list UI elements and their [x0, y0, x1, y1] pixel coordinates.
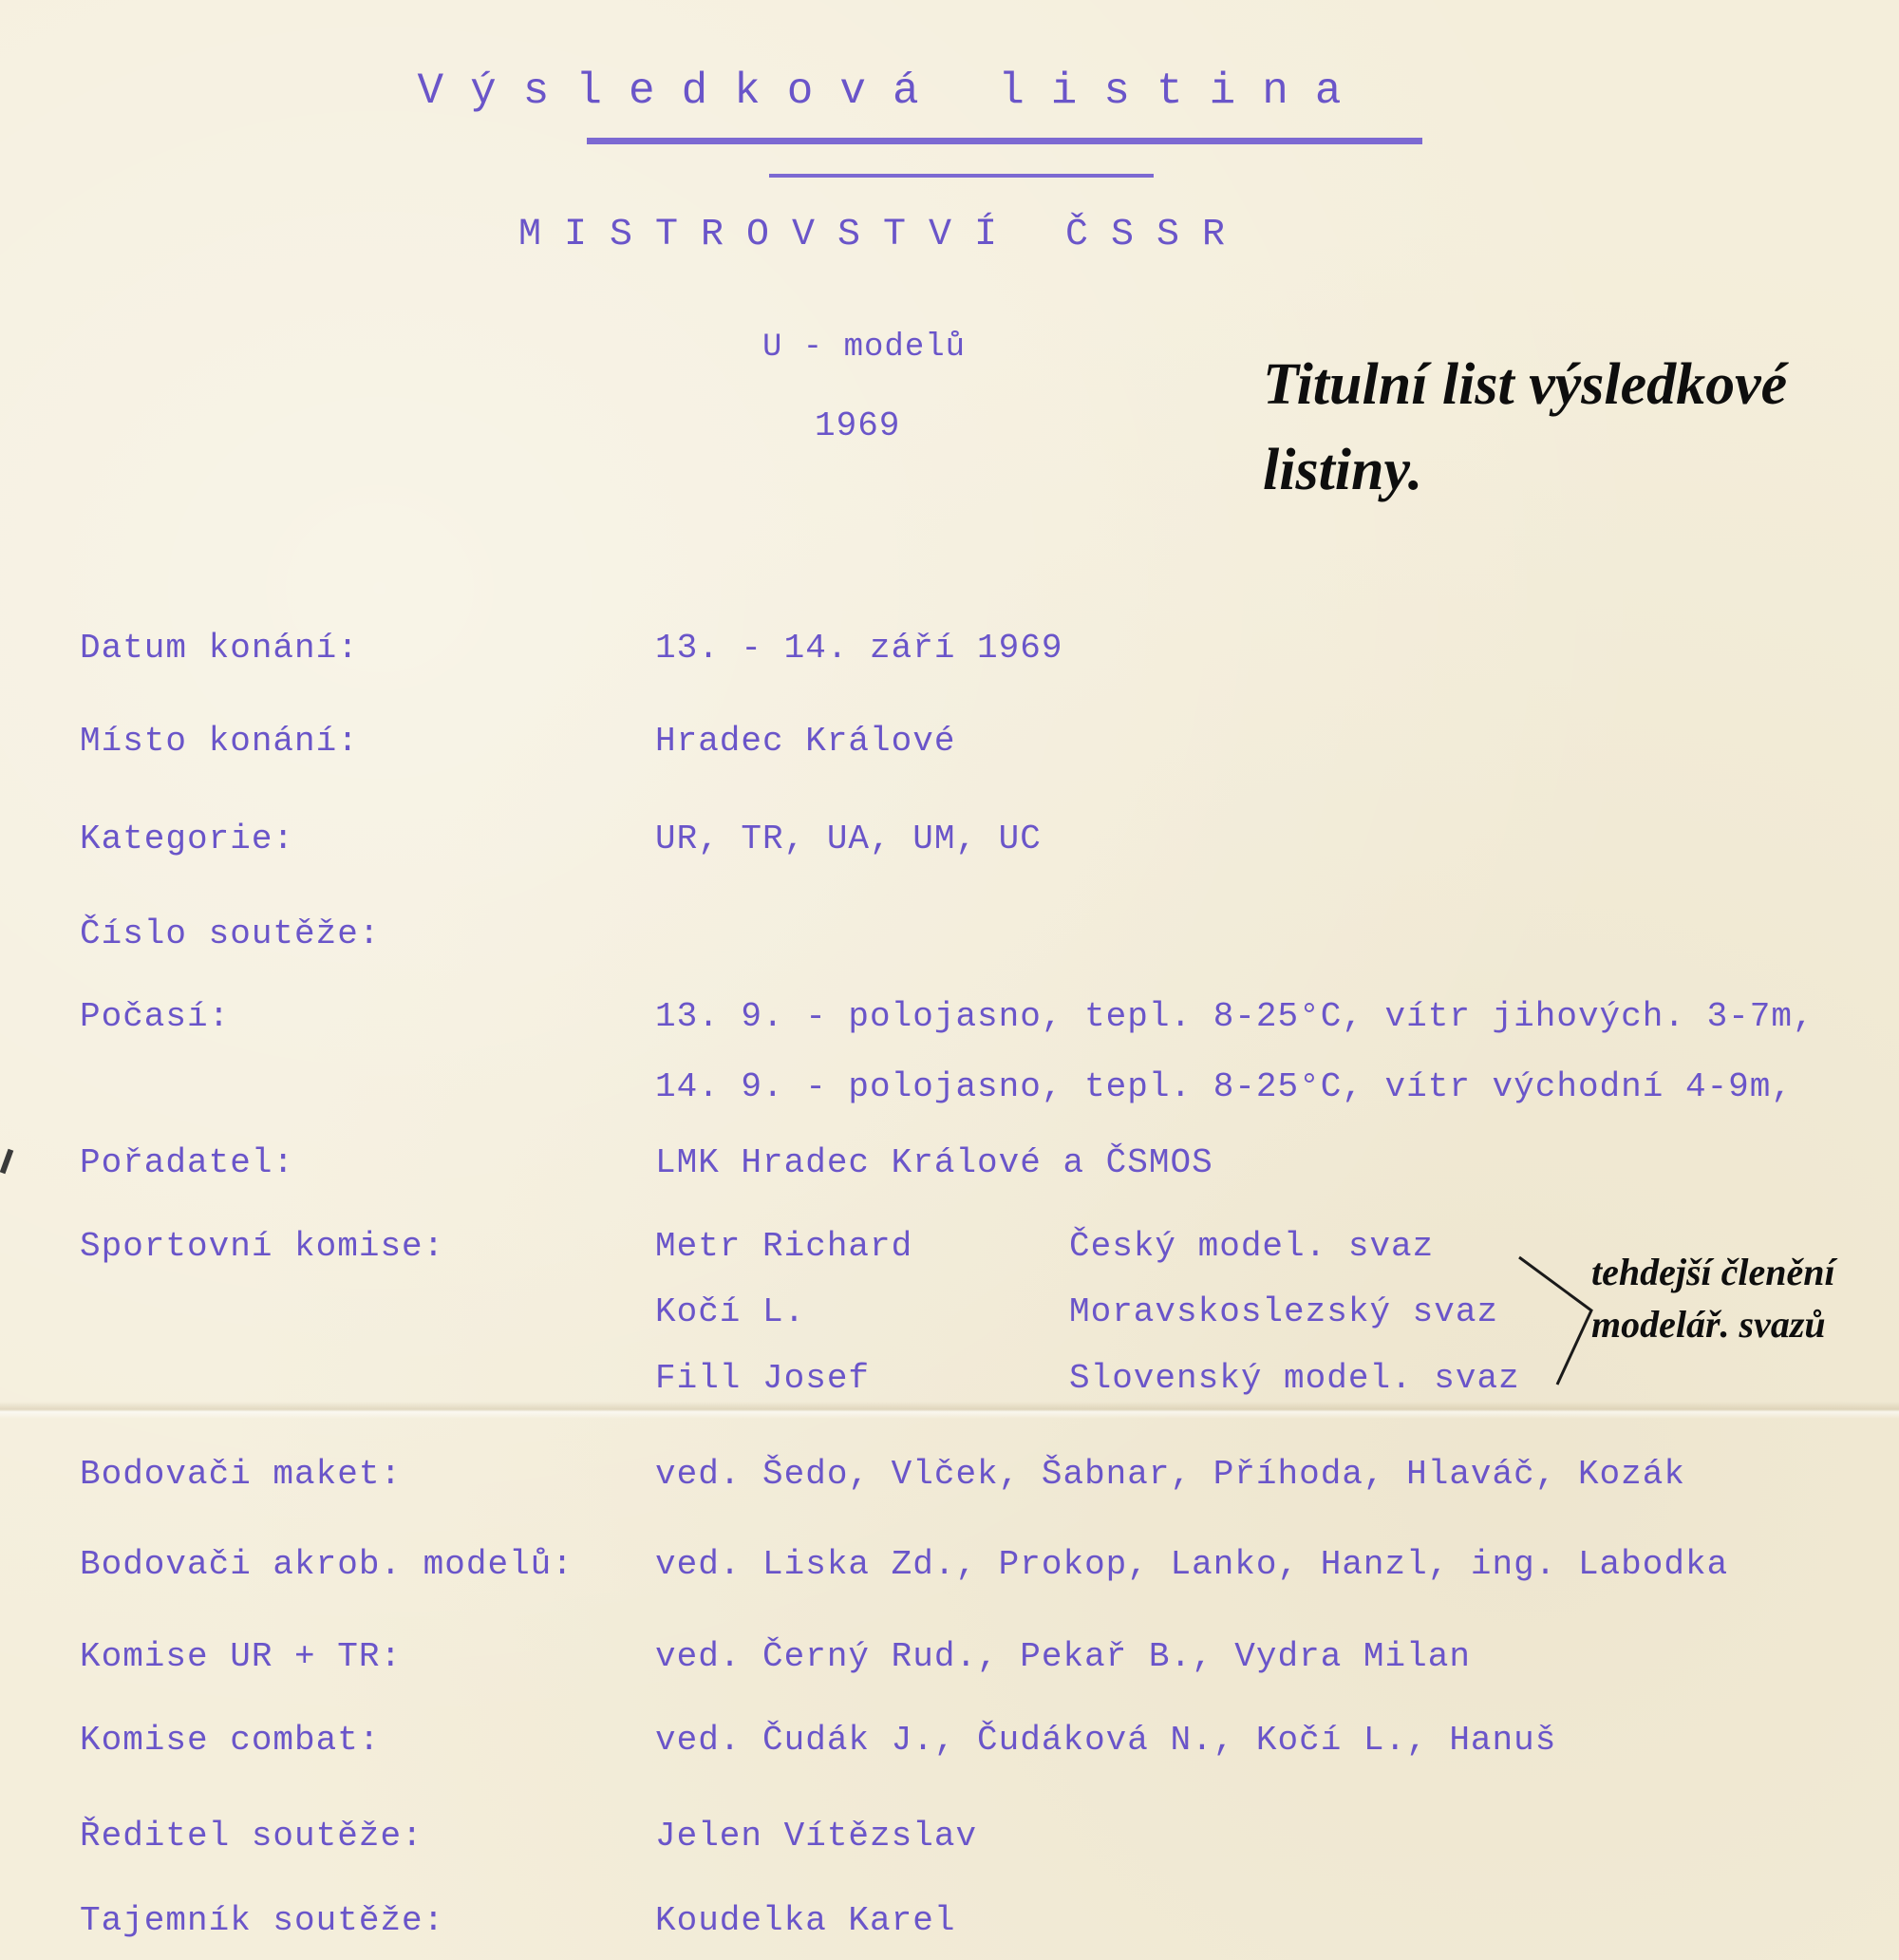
- document-subtitle: MISTROVSTVÍ ČSSR: [517, 214, 1249, 256]
- committee-union: Moravskoslezský svaz: [1069, 1292, 1499, 1331]
- photo-caption: Titulní list výsledkové listiny.: [1263, 352, 1788, 502]
- label-director: Ředitel soutěže:: [80, 1817, 423, 1856]
- annotation-line2: modelář. svazů: [1591, 1303, 1826, 1346]
- committee-union: Český model. svaz: [1069, 1227, 1435, 1266]
- value-aerobatic-judges: ved. Liska Zd., Prokop, Lanko, Hanzl, ing. Labodka: [655, 1545, 1729, 1584]
- value-organizer: LMK Hradec Králové a ČSMOS: [655, 1143, 1213, 1182]
- margin-mark: [0, 1149, 13, 1174]
- label-scale-judges: Bodovači maket:: [80, 1455, 403, 1494]
- label-place: Místo konání:: [80, 722, 359, 761]
- value-ur-tr-committee: ved. Černý Rud., Pekař B., Vydra Milan: [655, 1637, 1471, 1676]
- label-secretary: Tajemník soutěže:: [80, 1901, 445, 1940]
- label-weather: Počasí:: [80, 997, 231, 1036]
- year: 1969: [815, 406, 901, 445]
- value-categories: UR, TR, UA, UM, UC: [655, 820, 1042, 858]
- value-weather-day1: 13. 9. - polojasno, tepl. 8-25°C, vítr jihových. 3-7m,: [655, 997, 1814, 1036]
- title-underline: [587, 138, 1422, 144]
- value-scale-judges: ved. Šedo, Vlček, Šabnar, Příhoda, Hlaváč, Kozák: [655, 1455, 1685, 1494]
- annotation-line1: tehdejší členění: [1591, 1251, 1835, 1293]
- committee-union: Slovenský model. svaz: [1069, 1359, 1520, 1398]
- value-secretary: Koudelka Karel: [655, 1901, 956, 1940]
- value-date: 13. - 14. září 1969: [655, 629, 1063, 668]
- label-organizer: Pořadatel:: [80, 1143, 295, 1182]
- model-class: U - modelů: [762, 330, 967, 366]
- paper-fold: [0, 1402, 1899, 1419]
- committee-member: Fill Josef: [655, 1359, 871, 1398]
- value-combat-committee: ved. Čudák J., Čudáková N., Kočí L., Hanuš: [655, 1721, 1557, 1760]
- committee-member: Kočí L.: [655, 1292, 806, 1331]
- value-weather-day2: 14. 9. - polojasno, tepl. 8-25°C, vítr východní 4-9m,: [655, 1067, 1793, 1106]
- value-director: Jelen Vítězslav: [655, 1817, 978, 1856]
- title-underline-short: [769, 174, 1154, 178]
- label-categories: Kategorie:: [80, 820, 295, 858]
- value-place: Hradec Králové: [655, 722, 956, 761]
- label-combat-committee: Komise combat:: [80, 1721, 381, 1760]
- label-competition-number: Číslo soutěže:: [80, 914, 381, 953]
- label-ur-tr-committee: Komise UR + TR:: [80, 1637, 403, 1676]
- label-date: Datum konání:: [80, 629, 359, 668]
- label-sports-committee: Sportovní komise:: [80, 1227, 445, 1266]
- committee-member: Metr Richard: [655, 1227, 913, 1266]
- document-title: Výsledková listina: [417, 66, 1368, 116]
- label-aerobatic-judges: Bodovači akrob. modelů:: [80, 1545, 573, 1584]
